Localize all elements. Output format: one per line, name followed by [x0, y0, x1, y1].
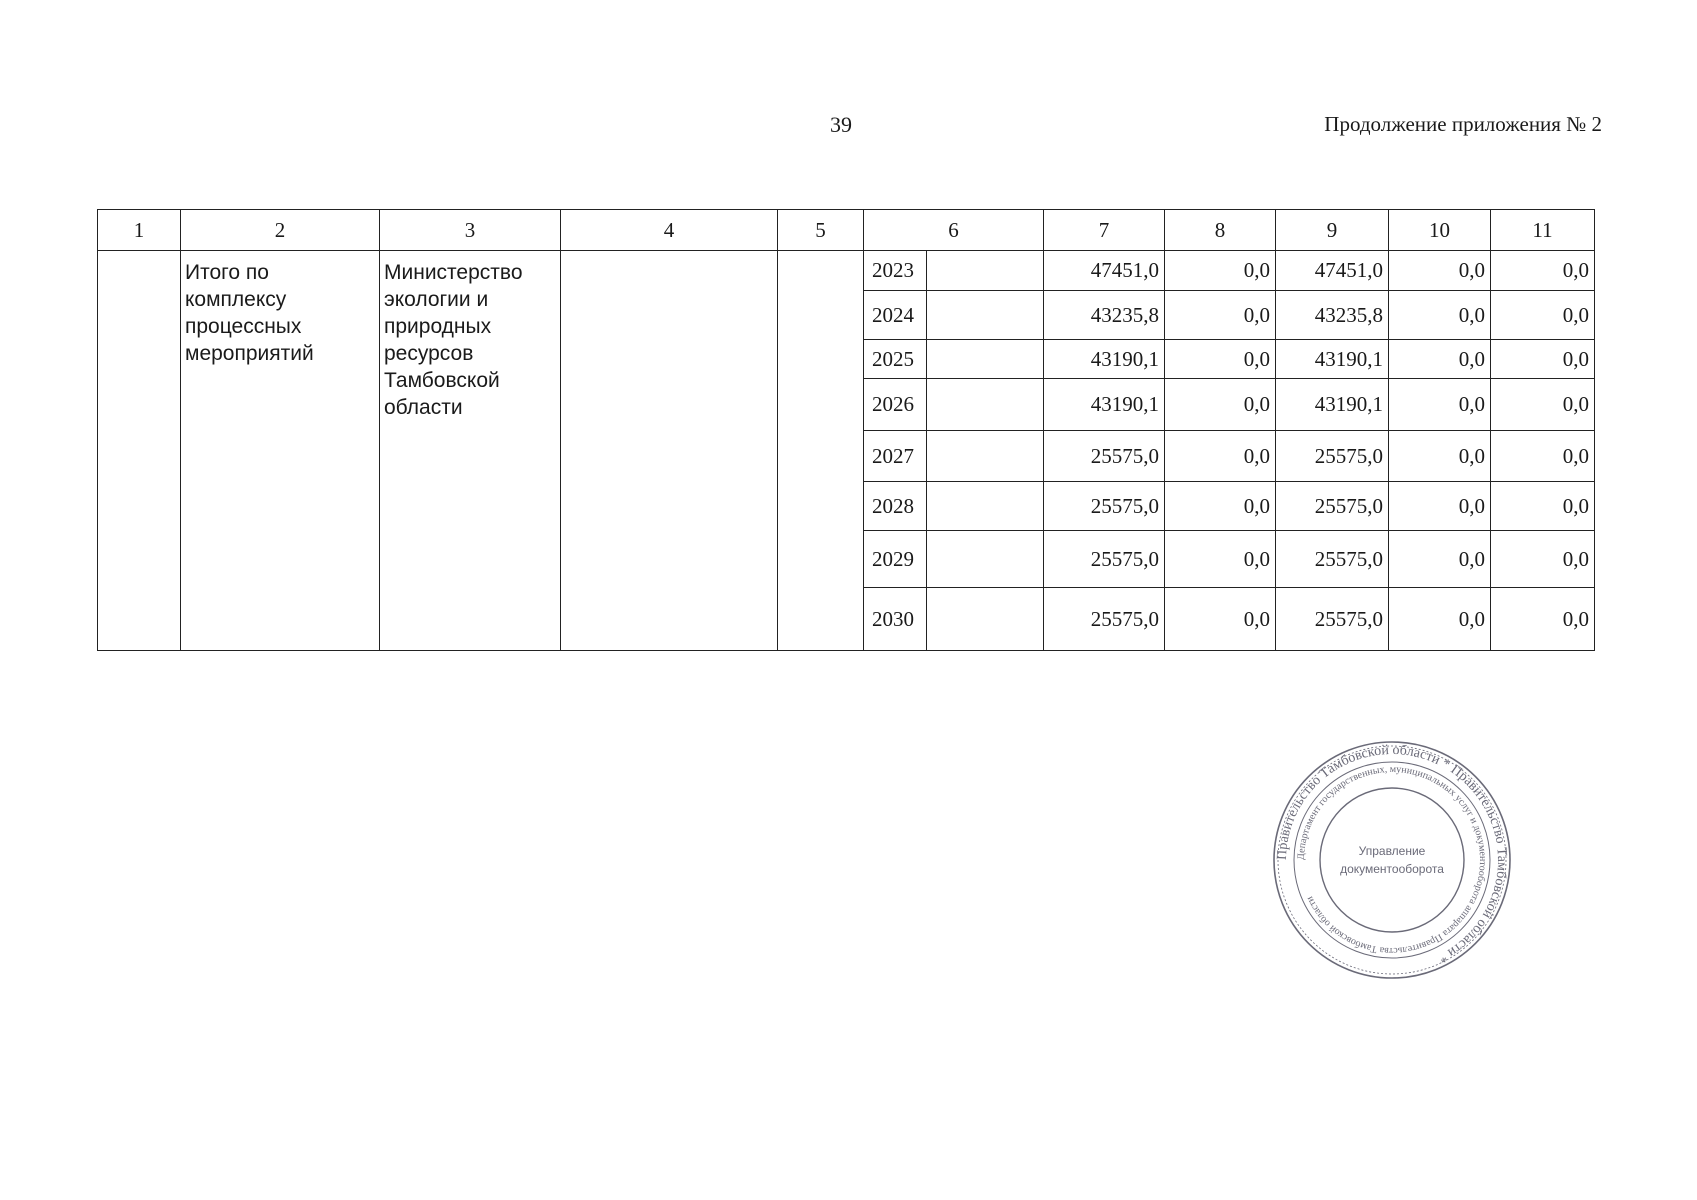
- column-header-8: 8: [1165, 210, 1276, 251]
- stamp-center-line-2: документооборота: [1340, 862, 1444, 876]
- column-4-cell: [561, 251, 778, 651]
- total-funding-cell: 43190,1: [1044, 379, 1165, 431]
- column-header-5: 5: [778, 210, 864, 251]
- federal-budget-cell: 0,0: [1165, 531, 1276, 588]
- regional-budget-cell: 25575,0: [1276, 482, 1389, 531]
- total-funding-cell: 25575,0: [1044, 482, 1165, 531]
- local-budget-cell: 0,0: [1389, 482, 1491, 531]
- column-header-3: 3: [380, 210, 561, 251]
- column-header-10: 10: [1389, 210, 1491, 251]
- row-number-cell: [98, 251, 181, 651]
- local-budget-cell: 0,0: [1389, 379, 1491, 431]
- total-funding-cell: 47451,0: [1044, 251, 1165, 291]
- empty-cell: [927, 431, 1044, 482]
- column-header-9: 9: [1276, 210, 1389, 251]
- table-row: [98, 251, 1595, 291]
- other-sources-cell: 0,0: [1491, 431, 1595, 482]
- regional-budget-cell: 25575,0: [1276, 431, 1389, 482]
- year-cell: 2023: [864, 251, 927, 291]
- other-sources-cell: 0,0: [1491, 291, 1595, 340]
- regional-budget-cell: 43235,8: [1276, 291, 1389, 340]
- local-budget-cell: 0,0: [1389, 251, 1491, 291]
- year-cell: 2026: [864, 379, 927, 431]
- budget-table: [97, 209, 1595, 651]
- regional-budget-cell: 25575,0: [1276, 588, 1389, 651]
- stamp-inner-ring: [1320, 788, 1464, 932]
- federal-budget-cell: 0,0: [1165, 431, 1276, 482]
- empty-cell: [927, 251, 1044, 291]
- column-header-11: 11: [1491, 210, 1595, 251]
- year-cell: 2028: [864, 482, 927, 531]
- year-cell: 2030: [864, 588, 927, 651]
- empty-cell: [927, 482, 1044, 531]
- column-header-4: 4: [561, 210, 778, 251]
- empty-cell: [927, 291, 1044, 340]
- federal-budget-cell: 0,0: [1165, 340, 1276, 379]
- local-budget-cell: 0,0: [1389, 531, 1491, 588]
- total-funding-cell: 43235,8: [1044, 291, 1165, 340]
- local-budget-cell: 0,0: [1389, 291, 1491, 340]
- regional-budget-cell: 43190,1: [1276, 379, 1389, 431]
- local-budget-cell: 0,0: [1389, 431, 1491, 482]
- column-header-7: 7: [1044, 210, 1165, 251]
- other-sources-cell: 0,0: [1491, 379, 1595, 431]
- year-cell: 2024: [864, 291, 927, 340]
- federal-budget-cell: 0,0: [1165, 251, 1276, 291]
- stamp-center-line-1: Управление: [1358, 844, 1426, 858]
- other-sources-cell: 0,0: [1491, 340, 1595, 379]
- federal-budget-cell: 0,0: [1165, 588, 1276, 651]
- total-funding-cell: 43190,1: [1044, 340, 1165, 379]
- responsible-executor-cell: Министерство экологии и природных ресурсов Тамбовской области: [380, 251, 561, 651]
- other-sources-cell: 0,0: [1491, 588, 1595, 651]
- other-sources-cell: 0,0: [1491, 251, 1595, 291]
- other-sources-cell: 0,0: [1491, 531, 1595, 588]
- table-header-row: [98, 210, 1595, 251]
- column-header-1: 1: [98, 210, 181, 251]
- empty-cell: [927, 531, 1044, 588]
- year-cell: 2027: [864, 431, 927, 482]
- other-sources-cell: 0,0: [1491, 482, 1595, 531]
- column-header-6: 6: [864, 210, 1044, 251]
- stamp-middle-text: Департамент государственных, муниципальных услуг и документооборота аппарата Правительства Тамбовской области: [1295, 763, 1489, 957]
- federal-budget-cell: 0,0: [1165, 379, 1276, 431]
- column-5-cell: [778, 251, 864, 651]
- page-number: 39: [830, 112, 852, 137]
- federal-budget-cell: 0,0: [1165, 482, 1276, 531]
- federal-budget-cell: 0,0: [1165, 291, 1276, 340]
- total-funding-cell: 25575,0: [1044, 531, 1165, 588]
- appendix-continuation-label: Продолжение приложения № 2: [1324, 112, 1602, 136]
- empty-cell: [927, 379, 1044, 431]
- stamp-outer-text: Правительство Тамбовской области * Правительство Тамбовской области *: [1274, 742, 1510, 966]
- official-round-stamp: [1272, 740, 1512, 980]
- stamp-middle-ring: [1294, 762, 1490, 958]
- total-label-cell: Итого по комплексу процессных мероприятий: [181, 251, 380, 651]
- empty-cell: [927, 340, 1044, 379]
- local-budget-cell: 0,0: [1389, 340, 1491, 379]
- local-budget-cell: 0,0: [1389, 588, 1491, 651]
- column-header-2: 2: [181, 210, 380, 251]
- total-funding-cell: 25575,0: [1044, 431, 1165, 482]
- empty-cell: [927, 588, 1044, 651]
- regional-budget-cell: 47451,0: [1276, 251, 1389, 291]
- year-cell: 2029: [864, 531, 927, 588]
- regional-budget-cell: 25575,0: [1276, 531, 1389, 588]
- total-funding-cell: 25575,0: [1044, 588, 1165, 651]
- year-cell: 2025: [864, 340, 927, 379]
- regional-budget-cell: 43190,1: [1276, 340, 1389, 379]
